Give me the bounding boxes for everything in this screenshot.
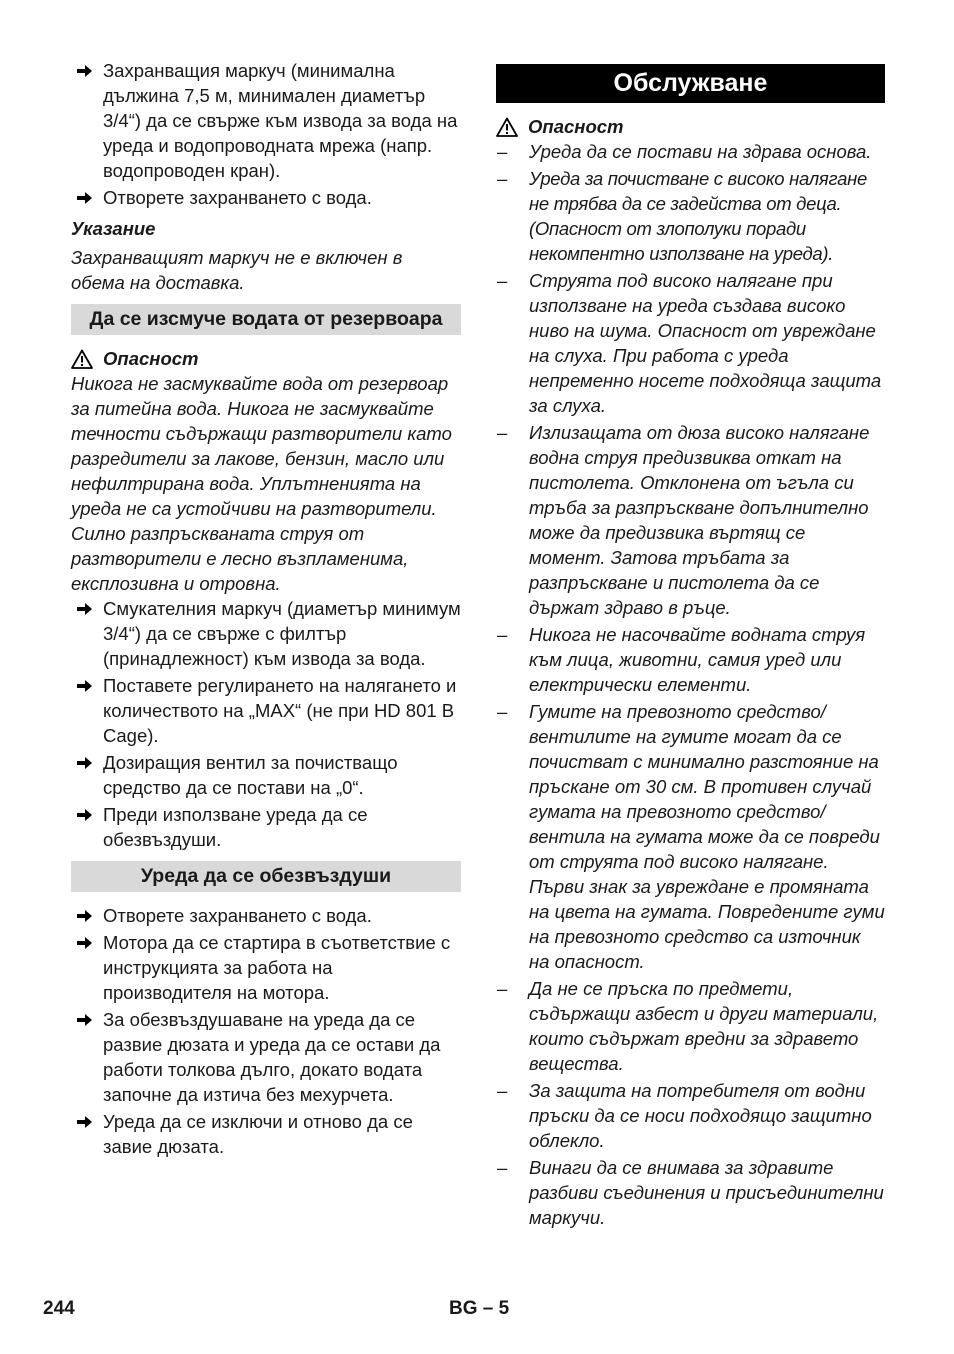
safety-item: – Да не се пръска по предмети, съдържащи азбест и други материали, които съдържат вредни за здравето вещества.: [497, 978, 879, 1074]
dash-bullet: –: [497, 270, 508, 291]
arrow-right-icon: [77, 191, 93, 205]
safety-item: – Уреда за почистване с високо налягане не трябва да се задейства от деца. (Опасност от злополуки поради некомпентно използване на уреда).: [497, 168, 867, 264]
warning-triangle-icon: [71, 349, 93, 369]
safety-item: – Никога не насочвайте водната струя към лица, животни, самия уред или електрически елементи.: [497, 624, 866, 695]
safety-item: – Уреда да се постави на здрава основа.: [497, 141, 872, 162]
dash-bullet: –: [497, 1080, 508, 1101]
instruction-item: Преди използване уреда да се обезвъздуши.: [71, 802, 461, 852]
section-heading-drain: Да се изсмуче водата от резервоара: [71, 304, 461, 335]
arrow-right-icon: [77, 1013, 93, 1027]
dash-bullet: –: [497, 701, 508, 722]
danger-label: Опасност: [71, 346, 461, 371]
safety-item: – Излизащата от дюза високо налягане водна струя предизвиква откат на пистолета. Отклонена от ъгъла си тръба за разпръскване допълнително може да предизвика въртящ се момент. Затова тръбата за разпръскване и пистолета да се държат здраво в ръце.: [497, 422, 870, 618]
danger-label: Опасност: [496, 114, 885, 139]
dash-bullet: –: [497, 422, 508, 443]
arrow-right-icon: [77, 909, 93, 923]
dash-bullet: –: [497, 1157, 508, 1178]
instruction-item: Смукателния маркуч (диаметър минимум 3/4“) да се свърже с филтър (принадлежност) към извода за вода.: [71, 596, 461, 671]
dash-bullet: –: [497, 141, 508, 162]
danger-text: Никога не засмуквайте вода от резервоар за питейна вода. Никога не засмуквайте течности съдържащи разтворители като разредители за лакове, бензин, масло или нефилтрирана вода. Уплътненията на уреда не са устойчиви на разтворители. Силно разпръскваната струя от разтворители е лесно възпламенима, експлозивна и отровна.: [71, 373, 452, 594]
instruction-item: Отворете захранването с вода.: [71, 903, 461, 928]
note-text: Захранващият маркуч не е включен в обема на доставка.: [71, 247, 403, 293]
safety-item: – Винаги да се внимава за здравите разбиви съединения и присъединителни маркучи.: [497, 1157, 884, 1228]
right-column: [496, 64, 885, 1232]
arrow-right-icon: [77, 808, 93, 822]
instruction-item: Дозиращия вентил за почистващо средство да се постави на „0“.: [71, 750, 461, 800]
arrow-right-icon: [77, 1115, 93, 1129]
instruction-item: Поставете регулирането на налягането и количеството на „MAX“ (не при HD 801 B Cage).: [71, 673, 461, 748]
dash-bullet: –: [497, 978, 508, 999]
note-title: Указание: [71, 218, 156, 239]
dash-bullet: –: [497, 168, 507, 189]
instruction-item: Отворете захранването с вода.: [71, 185, 461, 210]
instruction-item: Захранващия маркуч (минимална дължина 7,5 м, минимален диаметър 3/4“) да се свържe към извода за вода на уреда и водопроводната мрежа (напр. водопроводен кран).: [71, 58, 461, 183]
page-number: 244: [43, 1298, 75, 1319]
warning-triangle-icon: [496, 117, 518, 137]
arrow-right-icon: [77, 602, 93, 616]
arrow-right-icon: [77, 756, 93, 770]
arrow-right-icon: [77, 64, 93, 78]
safety-item: – Струята под високо налягане при използване на уреда създава високо ниво на шума. Опасност от увреждане на слуха. При работа с уреда непременно носете подходяща защита за слуха.: [497, 270, 882, 416]
section-title-operation: Обслужване: [496, 64, 885, 103]
instruction-item: Уреда да се изключи и отново да се завие дюзата.: [71, 1109, 461, 1159]
section-heading-deaerate: Уреда да се обезвъздуши: [71, 861, 461, 892]
safety-item: – Гумите на превозното средство/вентилите на гумите могат да се почистват с минимално разстояние на пръскане от 30 см. В противен случай гумата на превозното средство/вентила на гумата може да се повреди от струята под високо налягане. Първи знак за увреждане е промяната на цвета на гумата. Повредените гуми на превозното средство са източник на опасност.: [497, 701, 885, 972]
dash-bullet: –: [497, 624, 508, 645]
instruction-item: За обезвъздушаване на уреда да се развие дюзата и уреда да се остави да работи толкова дълго, докато водата започне да изтича без мехурчета.: [71, 1007, 461, 1107]
instruction-item: Мотора да се стартира в съответствие с инструкцията за работа на производителя на мотора.: [71, 930, 461, 1005]
safety-item: – За защита на потребителя от водни пръски да се носи подходящо защитно облекло.: [497, 1080, 872, 1151]
arrow-right-icon: [77, 679, 93, 693]
left-column: [71, 58, 461, 1161]
arrow-right-icon: [77, 936, 93, 950]
language-page-label: BG – 5: [449, 1298, 510, 1319]
